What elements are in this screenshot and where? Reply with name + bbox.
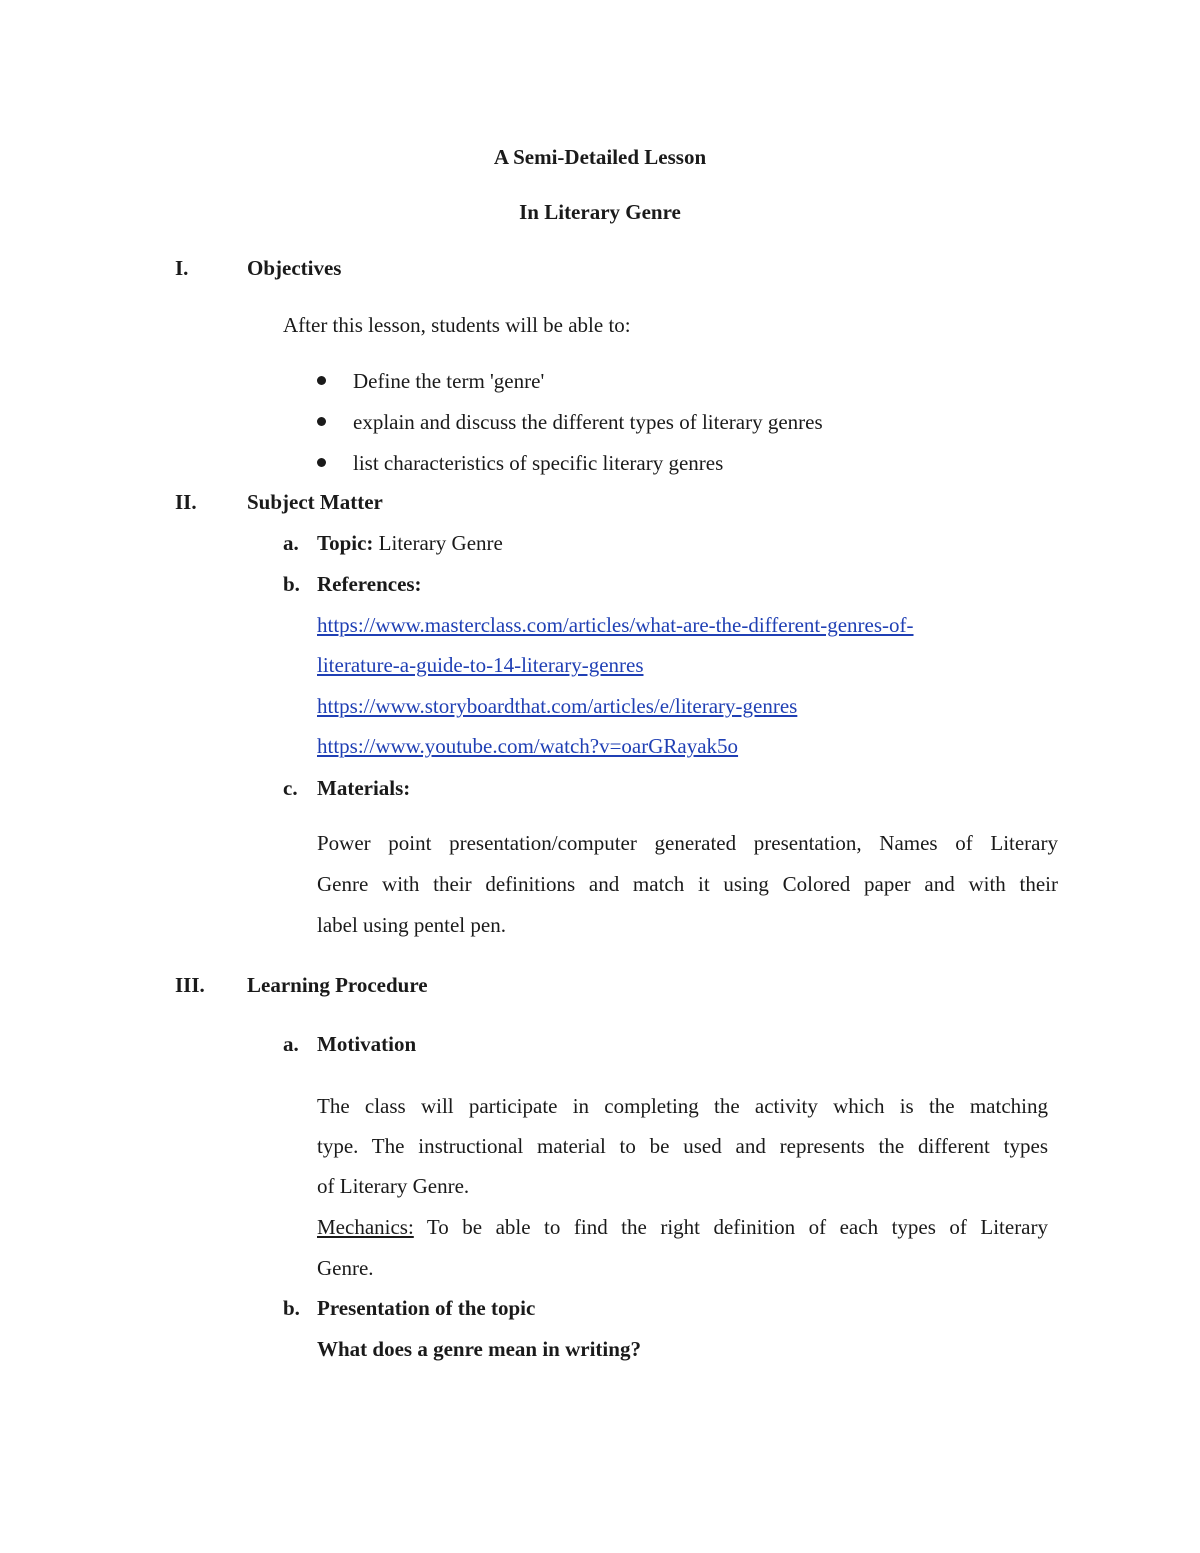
section-1-numeral: I. xyxy=(175,256,189,280)
section-3-numeral: III. xyxy=(175,973,205,997)
topic-value: Literary Genre xyxy=(373,531,503,555)
objectives-intro: After this lesson, students will be able to: xyxy=(283,313,631,337)
title-line-1: A Semi-Detailed Lesson xyxy=(493,145,707,169)
reference-link-storyboardthat[interactable]: https://www.storyboardthat.com/articles/e/literary-genres xyxy=(317,694,798,718)
reference-link-youtube[interactable]: https://www.youtube.com/watch?v=oarGRayak5o xyxy=(317,734,739,758)
presentation-letter: b. xyxy=(283,1296,300,1320)
mechanics-text: To be able to find the right definition of each types of Literary xyxy=(413,1215,1048,1239)
section-2-heading: Subject Matter xyxy=(247,490,383,514)
materials-text-line-2: Genre with their definitions and match it using Colored paper and with their xyxy=(317,872,1058,896)
presentation-question: What does a genre mean in writing? xyxy=(317,1337,641,1361)
topic-label: Topic: xyxy=(317,531,374,555)
motivation-text-line-1: The class will participate in completing the activity which is the matching xyxy=(317,1094,1048,1118)
reference-link-masterclass[interactable]: https://www.masterclass.com/articles/what-are-the-different-genres-of- xyxy=(317,613,914,637)
topic-line xyxy=(317,531,503,555)
mechanics-label: Mechanics: xyxy=(317,1215,414,1239)
presentation-label: Presentation of the topic xyxy=(317,1296,536,1320)
bullet-icon xyxy=(317,458,326,467)
section-2-numeral: II. xyxy=(175,490,197,514)
section-1-heading: Objectives xyxy=(247,256,342,280)
section-3-heading: Learning Procedure xyxy=(247,973,428,997)
motivation-text-line-3: of Literary Genre. xyxy=(317,1174,470,1198)
materials-text-line-1: Power point presentation/computer generated presentation, Names of Literary xyxy=(317,831,1058,855)
references-label: References: xyxy=(317,572,422,596)
motivation-letter: a. xyxy=(283,1032,299,1056)
materials-text-line-3: label using pentel pen. xyxy=(317,913,506,937)
motivation-text-line-2: type. The instructional material to be used and represents the different types xyxy=(317,1134,1048,1158)
title-line-2: In Literary Genre xyxy=(519,200,681,224)
reference-link-masterclass-cont[interactable]: literature-a-guide-to-14-literary-genres xyxy=(317,653,644,677)
bullet-icon xyxy=(317,376,326,385)
motivation-label: Motivation xyxy=(317,1032,417,1056)
mechanics-text-cont: Genre. xyxy=(317,1256,374,1280)
objective-bullet-1: Define the term 'genre' xyxy=(353,369,545,393)
references-letter: b. xyxy=(283,572,300,596)
materials-label: Materials: xyxy=(317,776,411,800)
materials-letter: c. xyxy=(283,776,298,800)
objective-bullet-3: list characteristics of specific literary genres xyxy=(353,451,724,475)
objective-bullet-2: explain and discuss the different types of literary genres xyxy=(353,410,823,434)
topic-letter: a. xyxy=(283,531,299,555)
bullet-icon xyxy=(317,417,326,426)
mechanics-line xyxy=(317,1215,1048,1239)
